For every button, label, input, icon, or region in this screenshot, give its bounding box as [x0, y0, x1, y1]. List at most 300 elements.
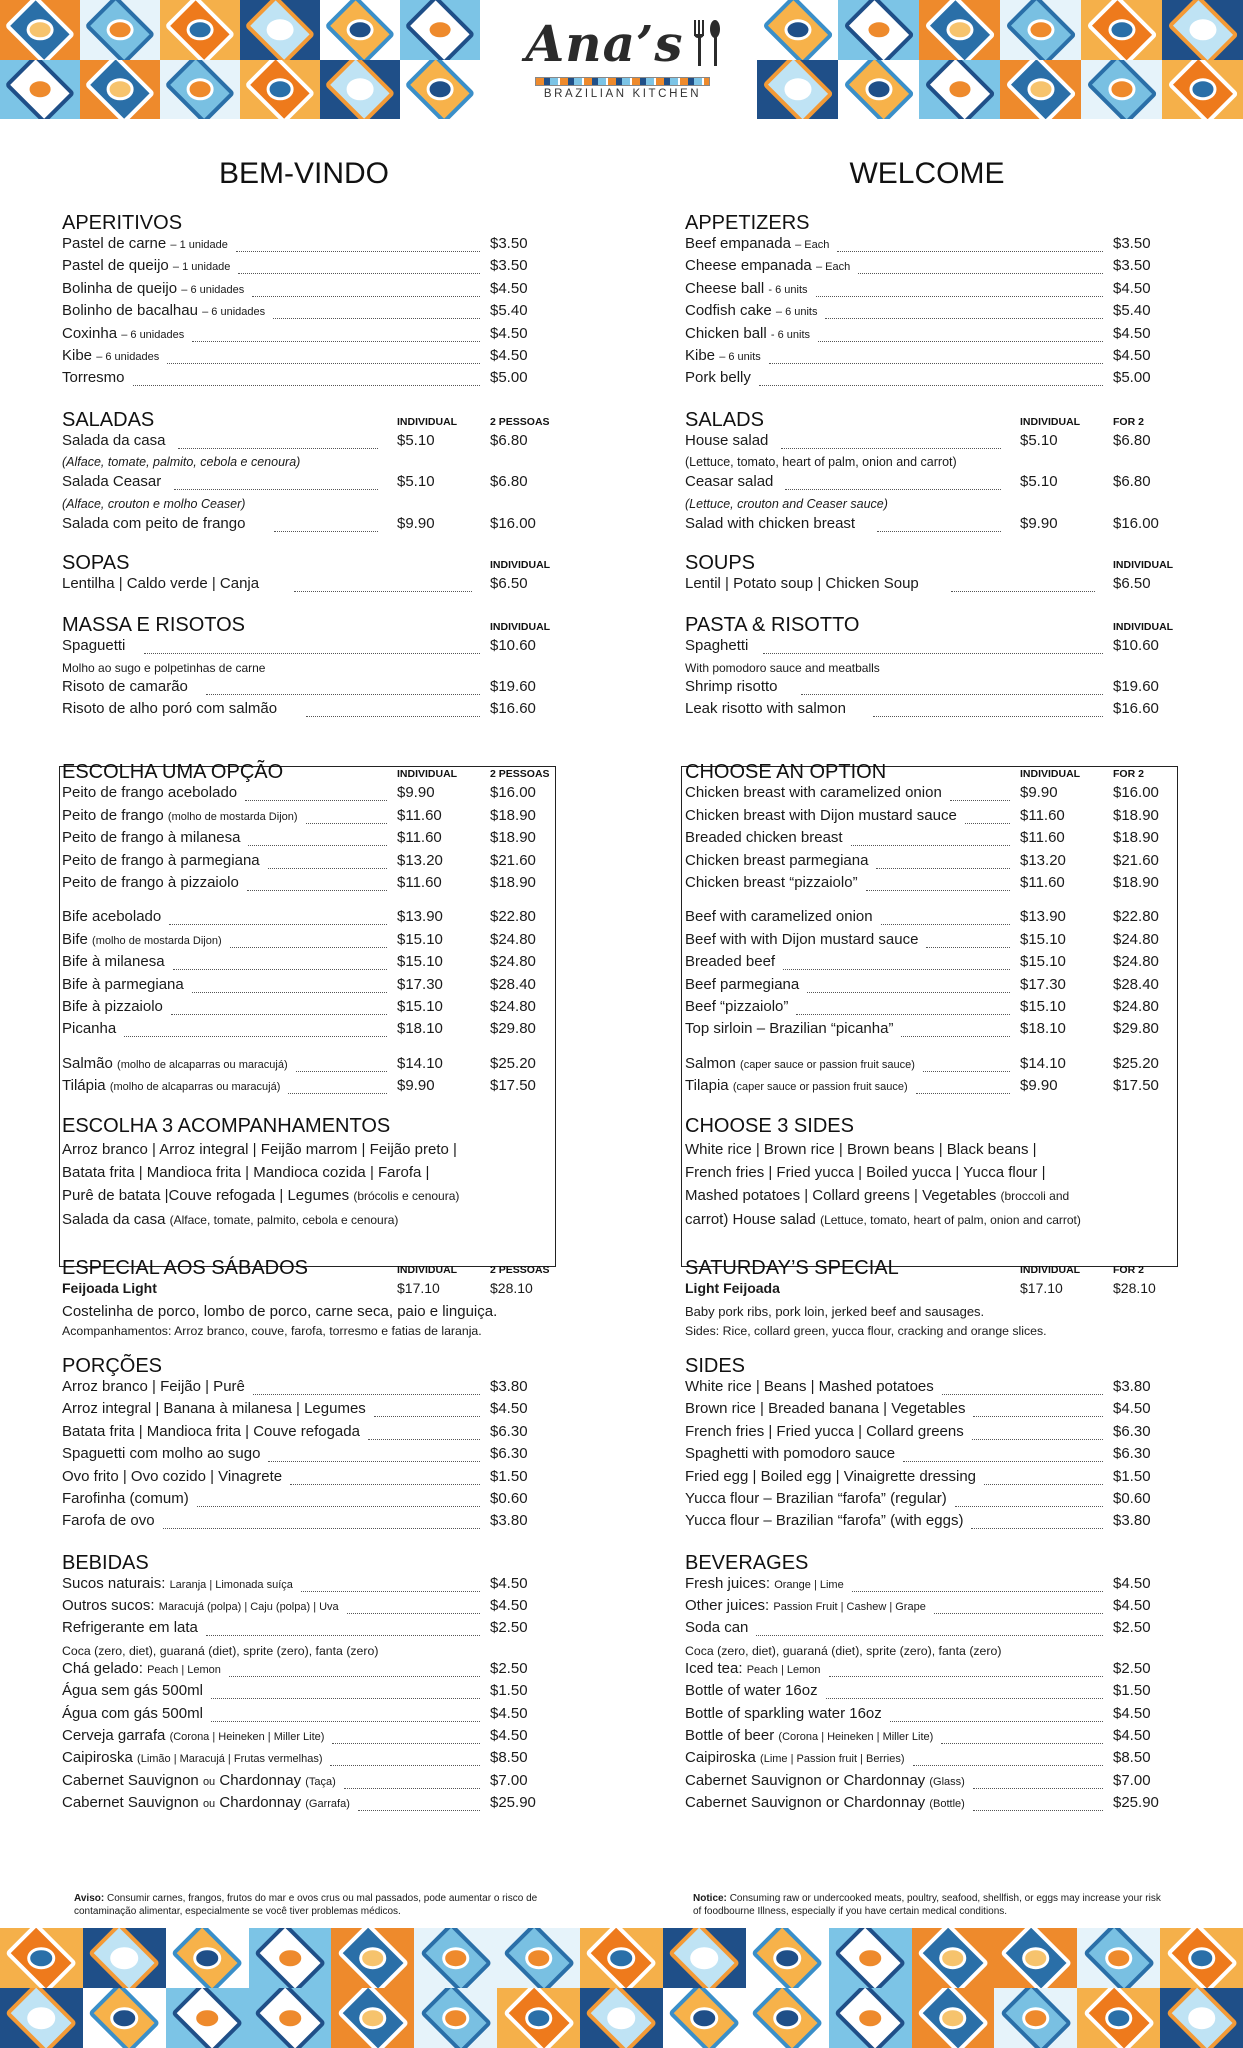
price-shared: $18.90	[1113, 829, 1159, 847]
section-title: ESCOLHA 3 ACOMPANHAMENTOS	[62, 1114, 391, 1137]
tile-pattern	[1162, 0, 1243, 60]
item-description: (Alface, tomate, palmito, cebola e cenoura)	[62, 455, 301, 470]
logo-subtitle: BRAZILIAN KITCHEN	[543, 88, 702, 100]
dot-leader	[173, 969, 387, 970]
menu-item: Lentil | Potato soup | Chicken Soup $6.50	[685, 574, 1151, 592]
column-header-individual: INDIVIDUAL	[1113, 558, 1174, 571]
menu-item	[685, 1445, 1185, 1467]
dot-leader	[368, 1439, 480, 1440]
menu-item: Lentilha | Caldo verde | Canja $6.50	[62, 574, 528, 592]
section-title: ESCOLHA UMA OPÇÃO	[62, 761, 284, 784]
item-price: $4.50	[490, 279, 528, 297]
tile-pattern	[1000, 60, 1081, 120]
menu-item	[685, 931, 1185, 953]
menu-item	[685, 302, 1185, 324]
dot-leader	[796, 1014, 1010, 1015]
tile-pattern	[249, 1988, 332, 2048]
item-name: Tilapia (caper sauce or passion fruit sauce)	[685, 1077, 908, 1095]
tile-pattern	[240, 60, 320, 120]
tile-pattern	[80, 60, 160, 120]
dot-leader	[206, 1635, 480, 1636]
menu-item	[62, 1660, 562, 1682]
item-name: Beef with caramelized onion	[685, 908, 873, 926]
price-individual: $15.10	[397, 930, 443, 948]
menu-item	[685, 852, 1185, 874]
item-price: $5.40	[490, 302, 528, 320]
menu-item	[62, 1020, 562, 1042]
item-price: $6.30	[1113, 1445, 1151, 1463]
menu-item: Risoto de alho poró com salmão $16.60	[62, 700, 536, 718]
tile-pattern	[994, 1988, 1077, 2048]
item-name: Peito de frango acebolado	[62, 784, 238, 802]
tile-pattern	[1162, 60, 1243, 120]
dot-leader	[756, 1635, 1103, 1636]
price-shared: $18.90	[490, 829, 536, 847]
dot-leader	[358, 1810, 480, 1811]
menu-item	[685, 908, 1185, 930]
section-porcoes	[62, 1350, 562, 1535]
tile-pattern	[160, 60, 240, 120]
menu-item: Salada com peito de frango $9.90 $16.00	[62, 514, 536, 532]
column-header-for-2: FOR 2	[1113, 768, 1144, 781]
sides-line: carrot) House salad (Lettuce, tomato, heart of palm, onion and carrot)	[685, 1210, 1081, 1228]
menu-item: Salada da casa $5.10 $6.80	[62, 431, 528, 449]
item-price: $4.50	[1113, 1727, 1151, 1745]
welcome-heading: WELCOME	[849, 157, 1005, 190]
dot-leader	[901, 1036, 1010, 1037]
price-individual: $11.60	[1020, 874, 1065, 892]
section-sopas	[62, 547, 562, 597]
item-name: Bife acebolado	[62, 908, 162, 926]
item-name: Coxinha – 6 unidades	[62, 324, 185, 342]
price-individual: $18.10	[1020, 1020, 1066, 1038]
item-name: Bolinha de queijo – 6 unidades	[62, 279, 245, 297]
menu-item: Salad with chicken breast $9.90 $16.00	[685, 514, 1159, 532]
column-header-individual: INDIVIDUAL	[1020, 415, 1081, 428]
section-title: ESPECIAL AOS SÁBADOS	[62, 1256, 309, 1279]
dot-leader	[344, 1788, 480, 1789]
menu-item	[685, 325, 1185, 347]
dot-leader	[296, 1071, 387, 1072]
sides-line: Salada da casa (Alface, tomate, palmito, cebola e cenoura)	[62, 1210, 399, 1228]
tile-pattern	[746, 1928, 829, 1988]
item-price: $2.50	[490, 1619, 528, 1637]
price-shared: $29.80	[1113, 1020, 1159, 1038]
price-individual: $9.90	[1020, 784, 1058, 802]
menu-item	[62, 1772, 562, 1794]
dot-leader	[167, 363, 480, 364]
dot-leader	[330, 1765, 480, 1766]
column-header-for-2: FOR 2	[1113, 415, 1144, 428]
item-name: Fried egg | Boiled egg | Vinaigrette dressing	[685, 1467, 977, 1485]
menu-item	[62, 1597, 562, 1619]
dot-leader	[759, 385, 1103, 386]
item-name: Pastel de carne – 1 unidade	[62, 235, 228, 252]
price-individual: $14.10	[397, 1054, 443, 1072]
price-shared: $22.80	[1113, 908, 1159, 926]
price-shared: $16.00	[490, 784, 536, 802]
menu-item	[685, 1077, 1185, 1099]
tile-pattern	[0, 1988, 83, 2048]
item-name: Tilápia (molho de alcaparras ou maracujá)	[62, 1077, 281, 1095]
section-sides	[685, 1350, 1185, 1535]
item-price: $1.50	[1113, 1467, 1151, 1485]
section-aperitivos	[62, 207, 562, 392]
tile-pattern	[1077, 1988, 1160, 2048]
item-name: Iced tea: Peach | Lemon	[685, 1659, 821, 1677]
item-price: $25.90	[1113, 1794, 1159, 1812]
menu-item	[62, 1055, 562, 1077]
item-price: $4.50	[490, 1574, 528, 1592]
menu-item	[62, 347, 562, 369]
price-shared: $24.80	[490, 997, 536, 1015]
item-name: Bife à milanesa	[62, 953, 165, 971]
item-name: Cheese empanada – Each	[685, 257, 851, 275]
item-price: $5.00	[1113, 369, 1151, 387]
section-title: SATURDAY’S SPECIAL	[685, 1256, 899, 1279]
menu-item: Spaghetti $10.60	[685, 637, 1159, 655]
dot-leader	[971, 1528, 1103, 1529]
menu-item	[62, 1077, 562, 1099]
menu-item	[62, 1749, 562, 1771]
section-title: SALADS	[685, 408, 764, 431]
tile-pattern	[414, 1988, 497, 2048]
dot-leader	[916, 1093, 1010, 1094]
item-name: Soda can	[685, 1619, 749, 1637]
menu-item	[62, 1727, 562, 1749]
section-escolha-opcao	[62, 756, 562, 1099]
dot-leader	[252, 296, 480, 297]
dot-leader	[955, 1506, 1103, 1507]
column-header-2-pessoas: 2 PESSOAS	[490, 768, 550, 781]
price-individual: $14.10	[1020, 1054, 1066, 1072]
price-individual: $13.90	[397, 908, 443, 926]
item-price: $5.00	[490, 369, 528, 387]
dot-leader	[268, 868, 387, 869]
item-name: Água com gás 500ml	[62, 1704, 203, 1722]
menu-item	[62, 931, 562, 953]
tile-pattern	[994, 1928, 1077, 1988]
item-price: $3.50	[490, 235, 528, 252]
price-shared: $28.40	[1113, 975, 1159, 993]
dot-leader	[192, 992, 387, 993]
dot-leader	[163, 1528, 480, 1529]
spoon-icon	[710, 20, 720, 66]
tile-pattern	[400, 0, 480, 60]
logo-name: Ana’s	[525, 14, 684, 73]
tile-pattern	[414, 1928, 497, 1988]
menu-item	[62, 325, 562, 347]
decorative-tiles-top-right	[757, 0, 1243, 119]
dot-leader	[942, 1394, 1103, 1395]
tile-pattern	[320, 0, 400, 60]
column-header-individual: INDIVIDUAL	[1113, 621, 1174, 634]
dot-leader	[268, 1461, 480, 1462]
tile-pattern	[331, 1988, 414, 2048]
column-header-2-pessoas: 2 PESSOAS	[490, 1263, 550, 1276]
item-name: Breaded beef	[685, 953, 776, 971]
dot-leader	[192, 341, 480, 342]
menu-item	[62, 1400, 562, 1422]
menu-item	[685, 235, 1185, 257]
dot-leader	[851, 845, 1010, 846]
item-name: Sucos naturais: Laranja | Limonada suíça	[62, 1574, 293, 1592]
tile-pattern	[663, 1928, 746, 1988]
item-sides: Acompanhamentos: Arroz branco, couve, farofa, torresmo e fatias de laranja.	[62, 1323, 482, 1338]
menu-item	[685, 829, 1185, 851]
item-name: Picanha	[62, 1020, 117, 1038]
tile-pattern	[746, 1988, 829, 2048]
menu-item	[685, 1423, 1185, 1445]
item-name: White rice | Beans | Mashed potatoes	[685, 1377, 934, 1395]
item-price: $1.50	[490, 1682, 528, 1700]
menu-item	[685, 807, 1185, 829]
section-choose-option	[685, 756, 1185, 1099]
dot-leader	[332, 1743, 480, 1744]
tile-pattern	[580, 1988, 663, 2048]
price-shared: $24.80	[490, 930, 536, 948]
menu-item	[685, 1794, 1185, 1816]
menu-item	[685, 1575, 1185, 1597]
item-name: Codfish cake – 6 units	[685, 302, 818, 320]
item-name: Refrigerante em lata	[62, 1619, 198, 1637]
menu-item: Shrimp risotto $19.60	[685, 677, 1159, 695]
price-individual: $17.30	[397, 975, 443, 993]
dot-leader	[374, 1416, 480, 1417]
tile-pattern	[1160, 1928, 1243, 1988]
price-individual: $17.30	[1020, 975, 1066, 993]
section-title: PORÇÕES	[62, 1354, 163, 1377]
item-name: Chicken breast with Dijon mustard sauce	[685, 806, 957, 824]
item-description: With pomodoro sauce and meatballs	[685, 660, 880, 675]
section-saturday-special	[685, 1252, 1185, 1340]
dot-leader	[245, 800, 387, 801]
dot-leader	[965, 823, 1010, 824]
item-description: Costelinha de porco, lombo de porco, carne seca, paio e linguiça.	[62, 1302, 498, 1320]
tile-pattern	[166, 1928, 249, 1988]
item-name: Torresmo	[62, 369, 125, 387]
menu-item	[62, 976, 562, 998]
dot-leader	[903, 1461, 1103, 1462]
item-price: $8.50	[1113, 1749, 1151, 1767]
dot-leader	[238, 273, 480, 274]
menu-column-english	[685, 150, 1185, 1817]
item-price: $3.80	[1113, 1512, 1151, 1530]
menu-item	[685, 1020, 1185, 1042]
tile-pattern	[919, 0, 1000, 60]
item-price: $4.50	[490, 1704, 528, 1722]
tile-pattern	[166, 1988, 249, 2048]
price-individual: $9.90	[397, 1077, 435, 1095]
dot-leader	[825, 318, 1103, 319]
dot-leader	[837, 251, 1103, 252]
menu-item	[685, 1597, 1185, 1619]
tile-pattern	[0, 0, 80, 60]
column-header-individual: INDIVIDUAL	[490, 621, 551, 634]
menu-item	[62, 1445, 562, 1467]
decorative-tiles-bottom	[0, 1928, 1243, 2048]
sides-line: French fries | Fried yucca | Boiled yucca | Yucca flour |	[685, 1163, 1046, 1181]
item-description: (Lettuce, tomato, heart of palm, onion and carrot)	[685, 455, 957, 470]
section-choose-sides	[685, 1110, 1185, 1232]
item-description: (Lettuce, crouton and Ceaser sauce)	[685, 496, 888, 511]
item-price: $0.60	[490, 1489, 528, 1507]
price-shared: $22.80	[490, 908, 536, 926]
section-bebidas	[62, 1547, 562, 1817]
soda-options: Coca (zero, diet), guaraná (diet), sprite (zero), fanta (zero)	[62, 1643, 379, 1658]
item-name: Peito de frango à parmegiana	[62, 851, 260, 869]
dot-leader	[852, 1591, 1103, 1592]
section-massa	[62, 609, 562, 722]
dot-leader	[941, 1743, 1103, 1744]
item-name: Cabernet Sauvignon ou Chardonnay (Taça)	[62, 1771, 336, 1789]
tile-pattern	[829, 1928, 912, 1988]
item-price: $7.00	[490, 1771, 528, 1789]
price-shared: $28.40	[490, 975, 536, 993]
dot-leader	[881, 924, 1010, 925]
item-price: $4.50	[490, 346, 528, 364]
item-name: Arroz integral | Banana à milanesa | Legumes	[62, 1400, 366, 1418]
dot-leader	[913, 1765, 1103, 1766]
dot-leader	[923, 1071, 1010, 1072]
item-price: $4.50	[490, 1597, 528, 1615]
dot-leader	[169, 924, 387, 925]
price-individual: $11.60	[397, 806, 442, 824]
menu-item	[62, 1794, 562, 1816]
sides-line: Arroz branco | Arroz integral | Feijão marrom | Feijão preto |	[62, 1140, 457, 1158]
item-price: $25.90	[490, 1794, 536, 1812]
price-shared: $18.90	[1113, 806, 1159, 824]
dot-leader	[807, 992, 1010, 993]
item-name: Beef empanada – Each	[685, 235, 830, 252]
tile-pattern	[663, 1988, 746, 2048]
item-name: Spaguetti com molho ao sugo	[62, 1445, 261, 1463]
menu-item	[685, 1727, 1185, 1749]
menu-item	[62, 953, 562, 975]
item-price: $6.30	[1113, 1422, 1151, 1440]
dot-leader	[818, 341, 1103, 342]
sides-line: Purê de batata |Couve refogada | Legumes (brócolis e cenoura)	[62, 1186, 460, 1204]
price-shared: $18.90	[1113, 874, 1159, 892]
menu-item: Feijoada Light $17.10 $28.10	[62, 1279, 533, 1296]
item-name: Outros sucos: Maracujá (polpa) | Caju (polpa) | Uva	[62, 1597, 339, 1615]
item-name: Peito de frango à pizzaiolo	[62, 874, 239, 892]
menu-column-portuguese	[62, 150, 562, 1817]
menu-item: House salad $5.10 $6.80	[685, 431, 1151, 449]
item-price: $3.50	[1113, 257, 1151, 275]
dot-leader	[133, 385, 480, 386]
item-name: Kibe – 6 unidades	[62, 346, 160, 364]
dot-leader	[306, 823, 387, 824]
menu-item	[62, 784, 562, 806]
item-name: Pork belly	[685, 369, 751, 387]
tile-pattern	[829, 1988, 912, 2048]
section-especial-sabados	[62, 1252, 562, 1340]
item-name: Breaded chicken breast	[685, 829, 843, 847]
tile-pattern	[249, 1928, 332, 1988]
item-name: Ovo frito | Ovo cozido | Vinagrete	[62, 1467, 283, 1485]
item-sides: Sides: Rice, collard green, yucca flour, cracking and orange slices.	[685, 1323, 1047, 1338]
tile-pattern	[0, 60, 80, 120]
item-price: $4.50	[1113, 1400, 1151, 1418]
tile-pattern	[497, 1928, 580, 1988]
item-price: $3.80	[490, 1377, 528, 1395]
menu-item	[62, 280, 562, 302]
menu-item	[62, 257, 562, 279]
menu-item	[62, 302, 562, 324]
item-name: French fries | Fried yucca | Collard greens	[685, 1422, 964, 1440]
tile-pattern	[757, 0, 838, 60]
tile-pattern	[320, 60, 400, 120]
logo-tile-band	[535, 77, 710, 86]
item-name: Cabernet Sauvignon or Chardonnay (Glass)	[685, 1771, 965, 1789]
menu-item: Salada Ceasar $5.10 $6.80	[62, 473, 528, 491]
price-shared: $18.90	[490, 874, 536, 892]
tile-pattern	[497, 1988, 580, 2048]
section-title: BEVERAGES	[685, 1551, 809, 1574]
item-price: $4.50	[1113, 1574, 1151, 1592]
dot-leader	[984, 1484, 1103, 1485]
price-individual: $15.10	[1020, 930, 1066, 948]
menu-item	[62, 998, 562, 1020]
column-header-individual: INDIVIDUAL	[1020, 768, 1081, 781]
item-name: Pastel de queijo – 1 unidade	[62, 257, 231, 275]
menu-item	[685, 1055, 1185, 1077]
dot-leader	[866, 890, 1010, 891]
item-price: $2.50	[1113, 1659, 1151, 1677]
tile-pattern	[331, 1928, 414, 1988]
item-price: $2.50	[1113, 1619, 1151, 1637]
price-shared: $21.60	[1113, 851, 1159, 869]
menu-item	[685, 1749, 1185, 1771]
item-price: $7.00	[1113, 1771, 1151, 1789]
cutlery-icons	[694, 20, 720, 68]
section-saladas	[62, 404, 562, 537]
dot-leader	[783, 969, 1010, 970]
section-title: APERITIVOS	[62, 212, 183, 234]
item-name: Yucca flour – Brazilian “farofa” (regular)	[685, 1489, 947, 1507]
tile-pattern	[912, 1928, 995, 1988]
item-price: $6.30	[490, 1445, 528, 1463]
menu-item	[685, 784, 1185, 806]
dot-leader	[247, 890, 387, 891]
warning-note-en: Notice: Consuming raw or undercooked meats, poultry, seafood, shellfish, or eggs may increase your risk of foodbourne Illness, especially if you have certain medical conditions.	[693, 1893, 1161, 1917]
item-price: $4.50	[490, 1727, 528, 1745]
menu-item	[685, 1682, 1185, 1704]
dot-leader	[290, 1484, 480, 1485]
price-shared: $25.20	[490, 1054, 536, 1072]
column-header-individual: INDIVIDUAL	[1020, 1263, 1081, 1276]
item-price: $3.80	[490, 1512, 528, 1530]
dot-leader	[858, 273, 1103, 274]
tile-pattern	[240, 0, 320, 60]
menu-item	[685, 998, 1185, 1020]
tile-pattern	[838, 0, 919, 60]
item-name: Bolinho de bacalhau – 6 unidades	[62, 302, 266, 320]
price-shared: $24.80	[1113, 930, 1159, 948]
item-description: Molho ao sugo e polpetinhas de carne	[62, 660, 266, 675]
item-name: Spaghetti with pomodoro sauce	[685, 1445, 896, 1463]
menu-item	[62, 1423, 562, 1445]
tile-pattern	[1081, 0, 1162, 60]
dot-leader	[926, 947, 1010, 948]
menu-item	[62, 852, 562, 874]
section-pasta	[685, 609, 1185, 722]
menu-item	[62, 1575, 562, 1597]
item-name: Chicken breast “pizzaiolo”	[685, 874, 858, 892]
item-name: Chá gelado: Peach | Lemon	[62, 1659, 221, 1677]
item-name: Chicken breast parmegiana	[685, 851, 869, 869]
